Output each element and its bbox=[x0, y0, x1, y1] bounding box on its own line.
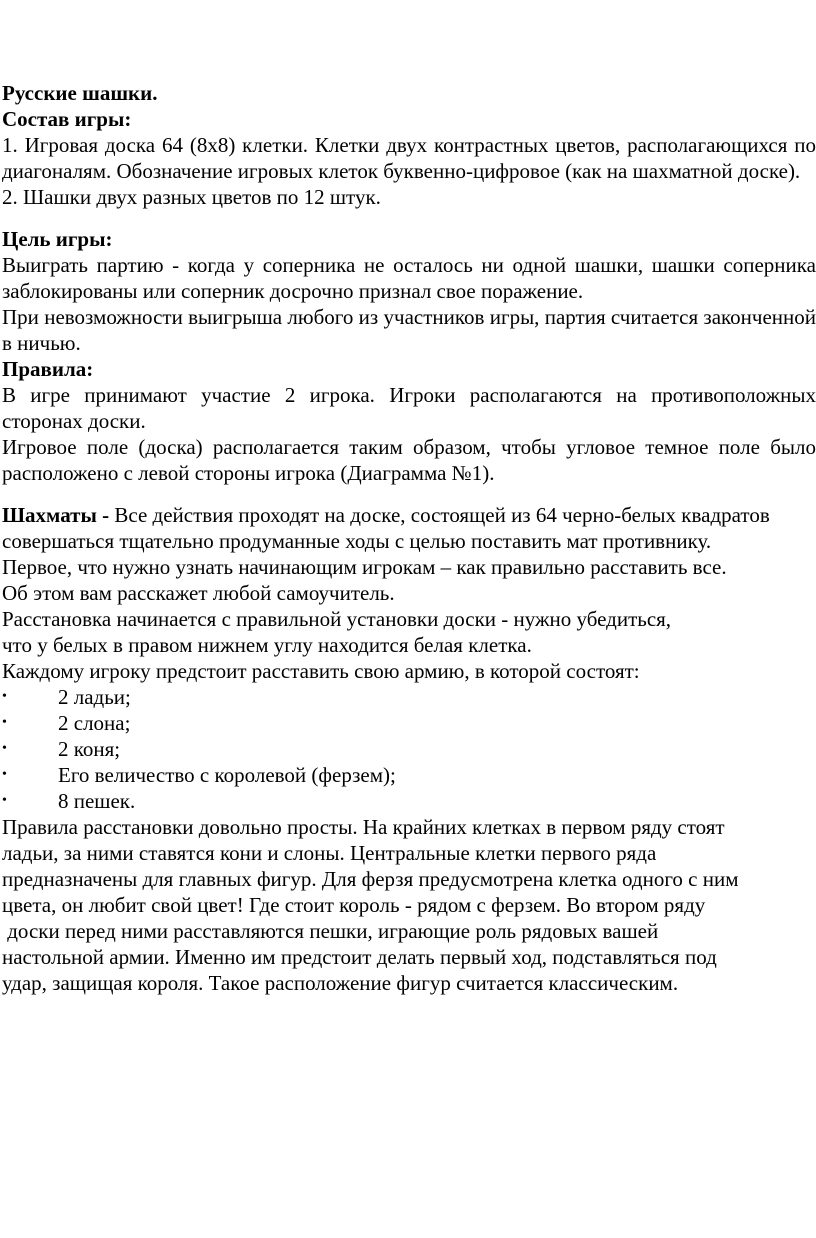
closing-line: удар, защищая короля. Такое расположение фигур считается классическим. bbox=[2, 971, 679, 995]
closing-line: настольной армии. Именно им предстоит делать первый ход, подставляться под bbox=[2, 945, 717, 969]
chess-intro-text: Все действия проходят на доске, состоящей из 64 черно-белых квадратов bbox=[109, 503, 770, 527]
document-page bbox=[0, 80, 816, 996]
rules-paragraph-1: В игре принимают участие 2 игрока. Игроки располагаются на противоположных сторонах доски. bbox=[2, 383, 816, 433]
chess-line-5: Расстановка начинается с правильной установки доски - нужно убедиться, bbox=[2, 607, 672, 631]
composition-item-1: 1. Игровая доска 64 (8х8) клетки. Клетки двух контрастных цветов, располагающихся по диагоналям. Обозначение игровых клеток буквенно-цифровое (как на шахматной доске). bbox=[2, 133, 816, 183]
chess-line-3: Первое, что нужно узнать начинающим игрокам – как правильно расставить все. bbox=[2, 555, 727, 579]
goal-heading: Цель игры: bbox=[2, 227, 113, 251]
closing-line: доски перед ними расставляются пешки, играющие роль рядовых вашей bbox=[2, 919, 659, 943]
chess-title: Шахматы - bbox=[2, 503, 110, 527]
chess-intro-line-1 bbox=[2, 502, 816, 528]
bullet-icon: • bbox=[2, 741, 7, 756]
list-item: • Его величество с королевой (ферзем); bbox=[2, 763, 396, 787]
bullet-icon: • bbox=[2, 689, 7, 704]
list-item: • 2 ладьи; bbox=[2, 685, 131, 709]
rules-heading: Правила: bbox=[2, 357, 94, 381]
chess-intro-line-2: совершаться тщательно продуманные ходы с целью поставить мат противнику. bbox=[2, 529, 712, 553]
goal-paragraph-1: Выиграть партию - когда у соперника не осталось ни одной шашки, шашки соперника заблокированы или соперник досрочно признал свое поражение. bbox=[2, 253, 816, 303]
composition-heading: Состав игры: bbox=[2, 107, 132, 131]
chess-line-4: Об этом вам расскажет любой самоучитель. bbox=[2, 581, 395, 605]
closing-line: ладьи, за ними ставятся кони и слоны. Центральные клетки первого ряда bbox=[2, 841, 657, 865]
checkers-title: Русские шашки. bbox=[2, 81, 158, 105]
list-item: • 2 коня; bbox=[2, 737, 121, 761]
list-item: • 8 пешек. bbox=[2, 789, 136, 813]
closing-line: цвета, он любит свой цвет! Где стоит король - рядом с ферзем. Во втором ряду bbox=[2, 893, 706, 917]
composition-item-2: 2. Шашки двух разных цветов по 12 штук. bbox=[2, 185, 381, 209]
rules-paragraph-2: Игровое поле (доска) располагается таким образом, чтобы угловое темное поле было расположено с левой стороны игрока (Диаграмма №1). bbox=[2, 435, 816, 485]
bullet-icon: • bbox=[2, 715, 7, 730]
list-item: • 2 слона; bbox=[2, 711, 131, 735]
pieces-list bbox=[2, 684, 816, 814]
goal-paragraph-2: При невозможности выигрыша любого из участников игры, партия считается законченной в ничью. bbox=[2, 305, 816, 355]
bullet-icon: • bbox=[2, 793, 7, 808]
chess-line-7: Каждому игроку предстоит расставить свою армию, в которой состоят: bbox=[2, 659, 640, 683]
closing-line: предназначены для главных фигур. Для ферзя предусмотрена клетка одного с ним bbox=[2, 867, 739, 891]
closing-line: Правила расстановки довольно просты. На крайних клетках в первом ряду стоят bbox=[2, 815, 725, 839]
bullet-icon: • bbox=[2, 767, 7, 782]
chess-line-6: что у белых в правом нижнем углу находится белая клетка. bbox=[2, 633, 532, 657]
